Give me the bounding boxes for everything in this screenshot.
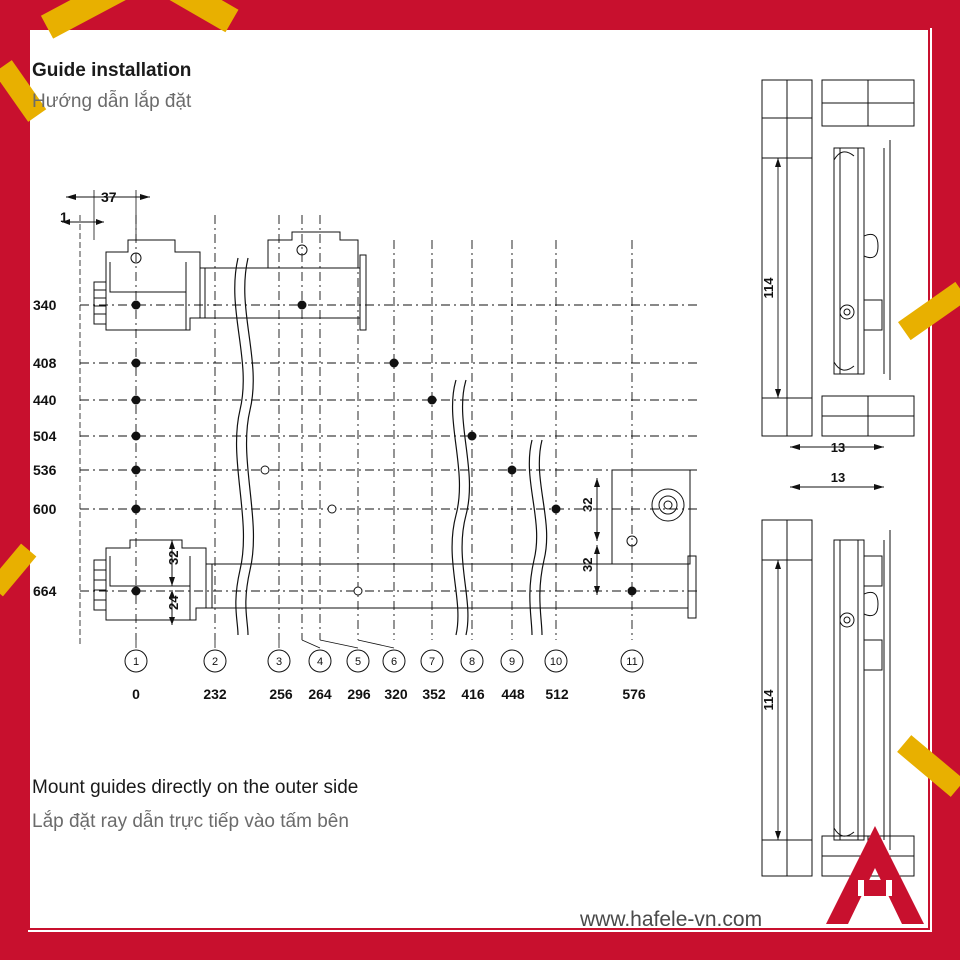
position-value-7: 352 <box>422 686 446 702</box>
position-value-1: 0 <box>132 686 140 702</box>
dim-h-37: 37 <box>101 189 117 205</box>
position-value-8: 416 <box>461 686 485 702</box>
dim-v-408: 408 <box>33 355 57 371</box>
dim-h-1: 1 <box>60 209 68 225</box>
position-bubble-9: 9 <box>508 656 516 668</box>
page-title-en: Guide installation <box>32 60 192 81</box>
dim-v-536: 536 <box>33 462 57 478</box>
position-bubble-10: 10 <box>549 656 563 668</box>
position-bubble-11: 11 <box>626 656 638 668</box>
website-text: www.hafele-vn.com <box>580 908 763 931</box>
dim-inner-32-right-a: 32 <box>580 497 595 512</box>
position-value-9: 448 <box>501 686 525 702</box>
position-bubble-7: 7 <box>428 656 436 668</box>
page-title-vi: Hướng dẫn lắp đặt <box>32 91 192 112</box>
position-value-5: 296 <box>347 686 371 702</box>
position-value-3: 256 <box>269 686 293 702</box>
position-bubble-8: 8 <box>468 656 476 668</box>
dim-inner-32-right-b: 32 <box>580 557 595 572</box>
position-bubble-3: 3 <box>275 656 283 668</box>
dim-v-600: 600 <box>33 501 57 517</box>
side-dim-114-bottom: 114 <box>761 689 776 711</box>
dim-inner-32-left: 32 <box>166 550 181 565</box>
position-value-4: 264 <box>308 686 332 702</box>
side-dim-114-top: 114 <box>761 277 776 299</box>
position-value-11: 576 <box>622 686 646 702</box>
footer-note-en: Mount guides directly on the outer side <box>32 777 359 798</box>
position-value-2: 232 <box>203 686 227 702</box>
dim-v-340: 340 <box>33 297 57 313</box>
hafele-logo-icon <box>820 820 930 930</box>
position-bubble-5: 5 <box>354 656 362 668</box>
footer-note-vi: Lắp đặt ray dẫn trực tiếp vào tấm bên <box>32 811 349 832</box>
position-bubble-2: 2 <box>211 656 219 668</box>
dim-v-664: 664 <box>33 583 57 599</box>
side-dim-13-bottom: 13 <box>830 470 846 485</box>
dim-inner-24: 24 <box>166 595 181 610</box>
position-bubble-6: 6 <box>390 656 398 668</box>
dim-v-504: 504 <box>33 428 57 444</box>
side-dim-13-top: 13 <box>830 440 846 455</box>
position-bubble-4: 4 <box>316 656 324 668</box>
position-value-6: 320 <box>384 686 408 702</box>
dim-v-440: 440 <box>33 392 57 408</box>
position-bubble-1: 1 <box>132 656 140 668</box>
position-value-10: 512 <box>545 686 569 702</box>
